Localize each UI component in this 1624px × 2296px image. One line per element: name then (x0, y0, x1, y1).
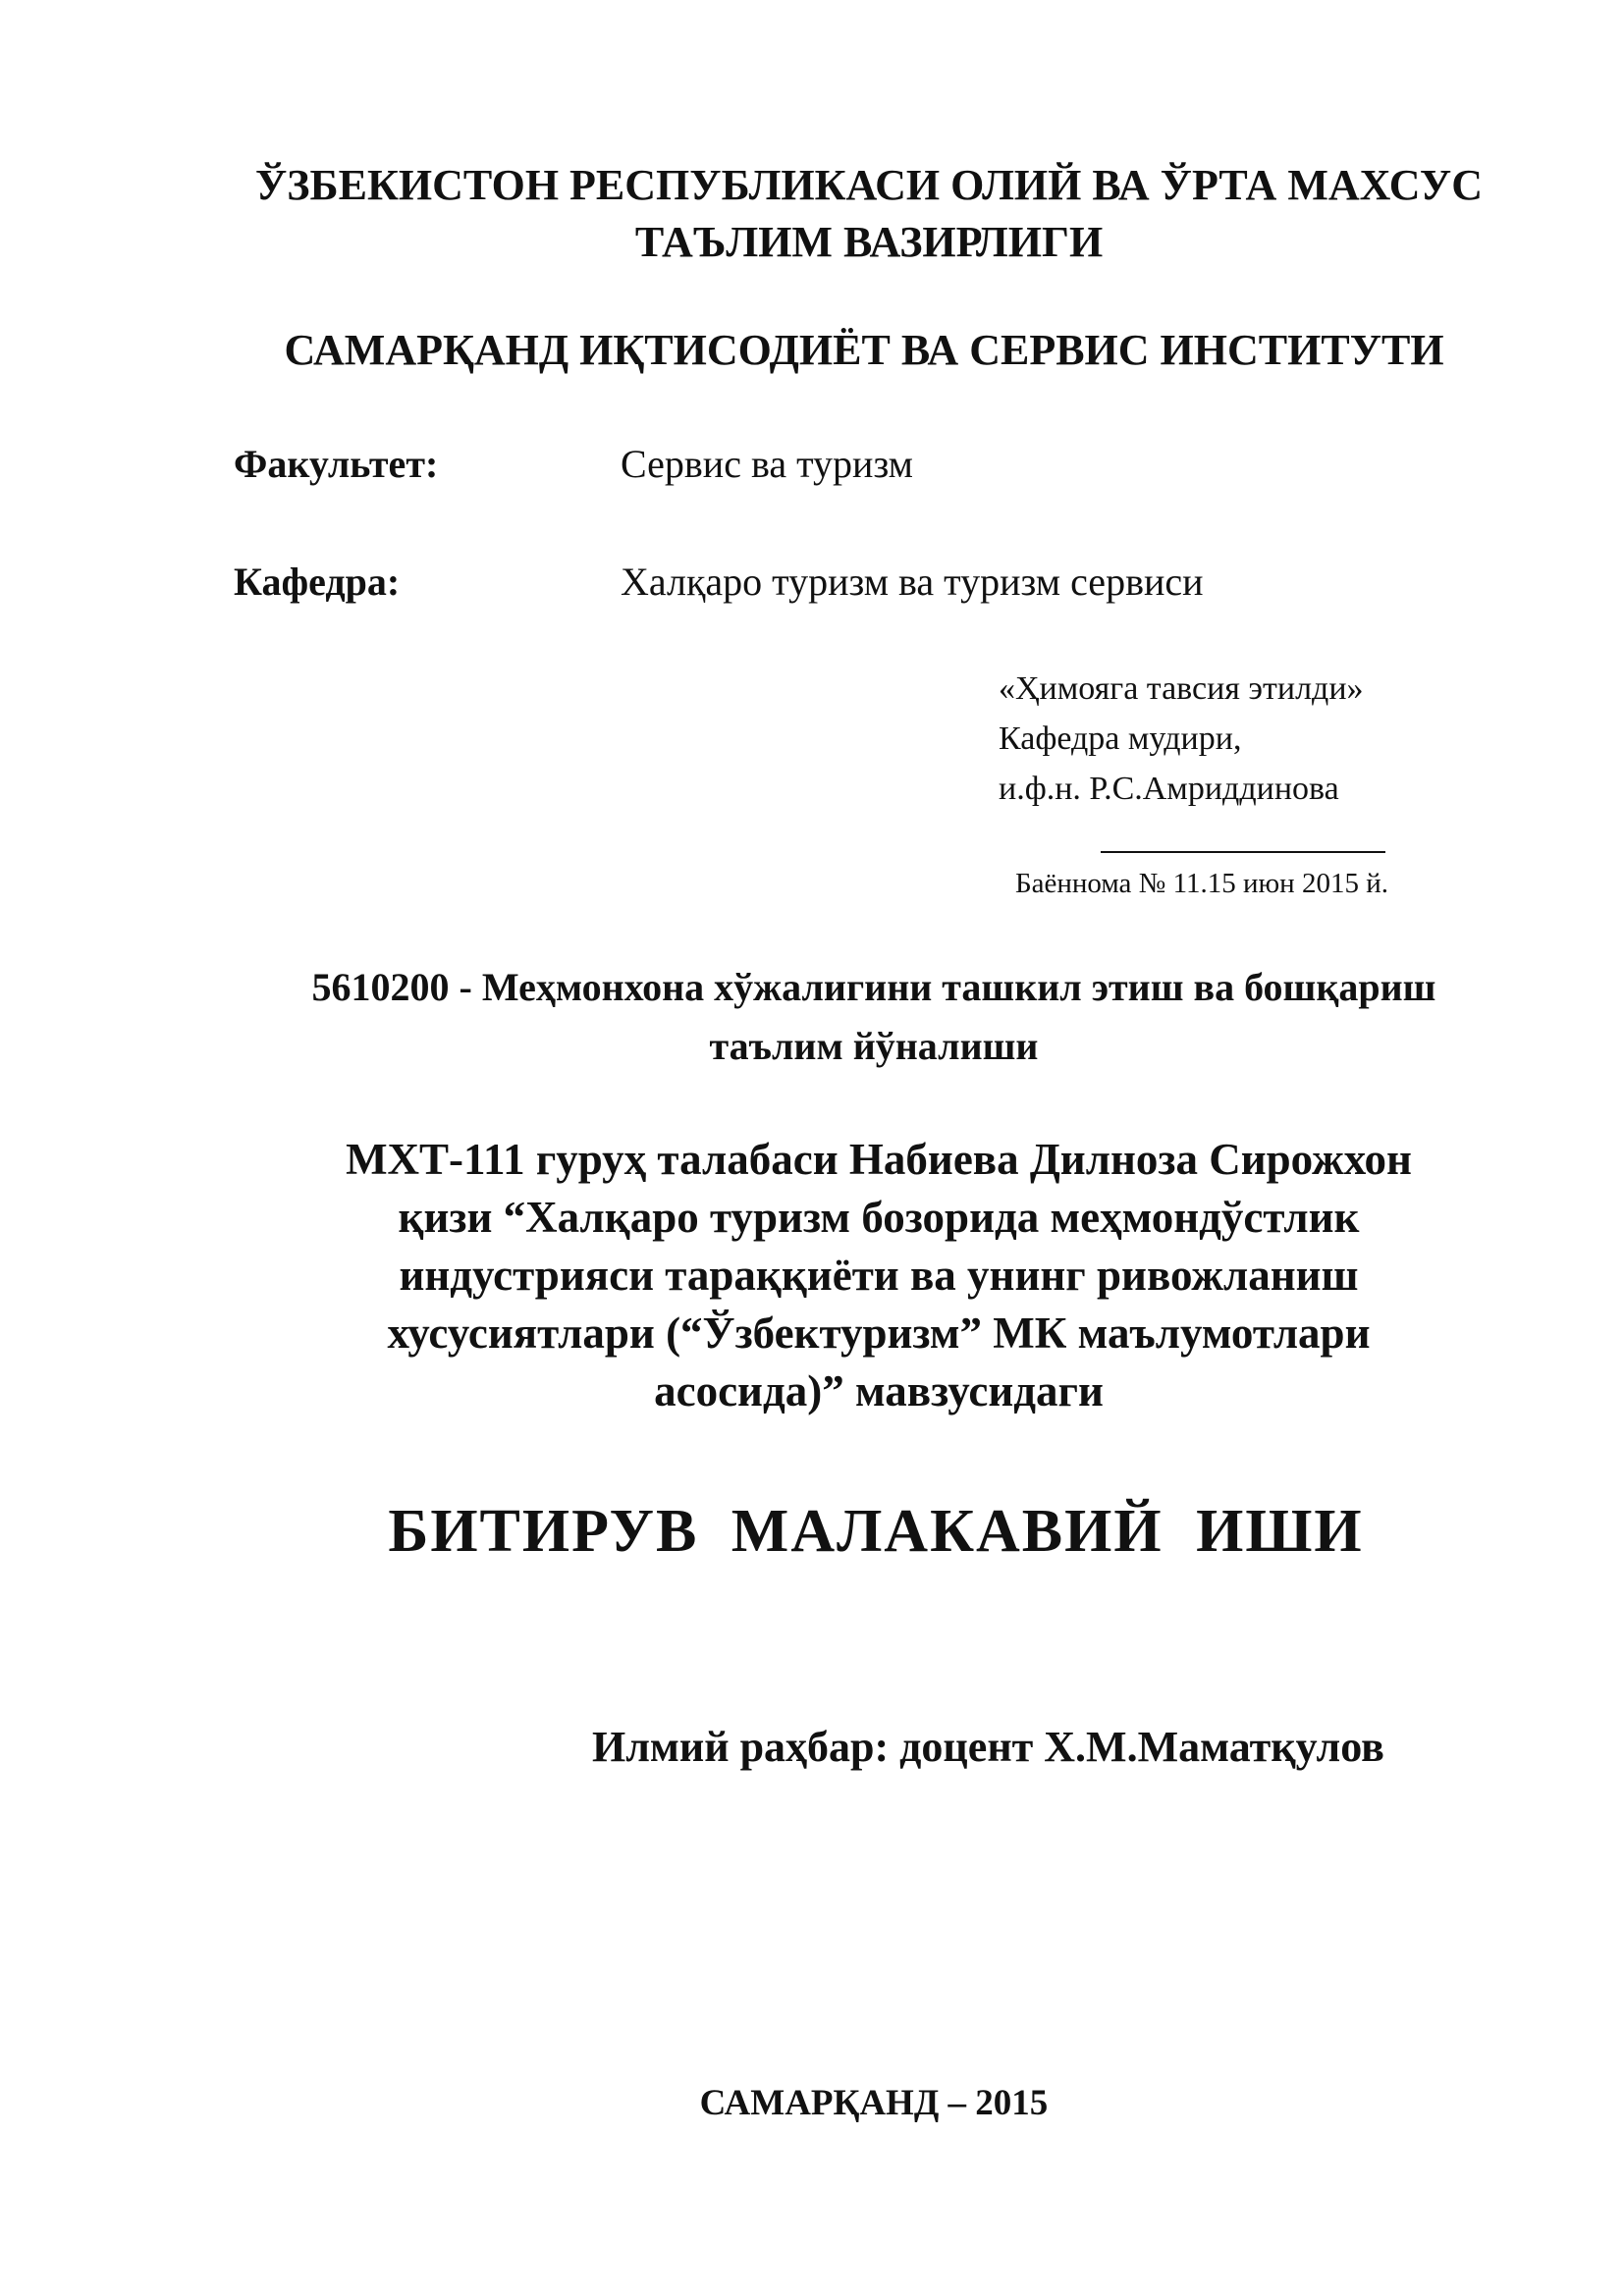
department-value: Халқаро туризм ва туризм сервиси (621, 560, 1204, 604)
thesis-topic (226, 1131, 1532, 1420)
institute-heading: САМАРҚАНД ИҚТИСОДИЁТ ВА СЕРВИС ИНСТИТУТИ (284, 326, 1444, 374)
ministry-heading (231, 157, 1507, 271)
department-row (234, 558, 1204, 607)
approval-head-name: и.ф.н. Р.С.Амриддинова (999, 771, 1339, 807)
thesis-topic-line-1: МХТ-111 гуруҳ талабаси Набиева Дилноза Сирожхон (346, 1135, 1412, 1184)
study-direction-line-1: 5610200 - Меҳмонхона хўжалигини ташкил этиш ва бошқариш (311, 965, 1436, 1009)
signature-line (1101, 851, 1385, 853)
thesis-topic-line-2: қизи “Халқаро туризм бозорида меҳмондўстлик (398, 1193, 1360, 1242)
ministry-line-1: ЎЗБЕКИСТОН РЕСПУБЛИКАСИ ОЛИЙ ВА ЎРТА МАХСУС (254, 161, 1483, 209)
protocol-note: Баённома № 11.15 июн 2015 й. (1015, 868, 1388, 899)
thesis-topic-line-5: асосида)” мавзусидаги (654, 1366, 1104, 1415)
faculty-label: Факультет: (234, 442, 439, 486)
approval-recommendation: «Ҳимояга тавсия этилди» (999, 670, 1364, 707)
work-title: БИТИРУВ МАЛАКАВИЙ ИШИ (388, 1498, 1364, 1565)
ministry-line-2: ТАЪЛИМ ВАЗИРЛИГИ (634, 218, 1104, 266)
supervisor-line: Илмий раҳбар: доцент Х.М.Маматқулов (592, 1723, 1384, 1771)
faculty-row (234, 440, 913, 489)
city-year-footer: САМАРҚАНД – 2015 (699, 2083, 1049, 2123)
department-label: Кафедра: (234, 560, 401, 604)
study-direction (236, 958, 1512, 1076)
thesis-topic-line-4: хусусиятлари (“Ўзбектуризм” МК маълумотлари (387, 1308, 1371, 1358)
faculty-value: Сервис ва туризм (621, 442, 913, 486)
thesis-topic-line-3: индустрияси тараққиёти ва унинг ривожланиш (399, 1251, 1359, 1300)
study-direction-line-2: таълим йўналиши (709, 1024, 1039, 1068)
approval-block (999, 664, 1364, 814)
approval-head-title: Кафедра мудири, (999, 721, 1242, 757)
